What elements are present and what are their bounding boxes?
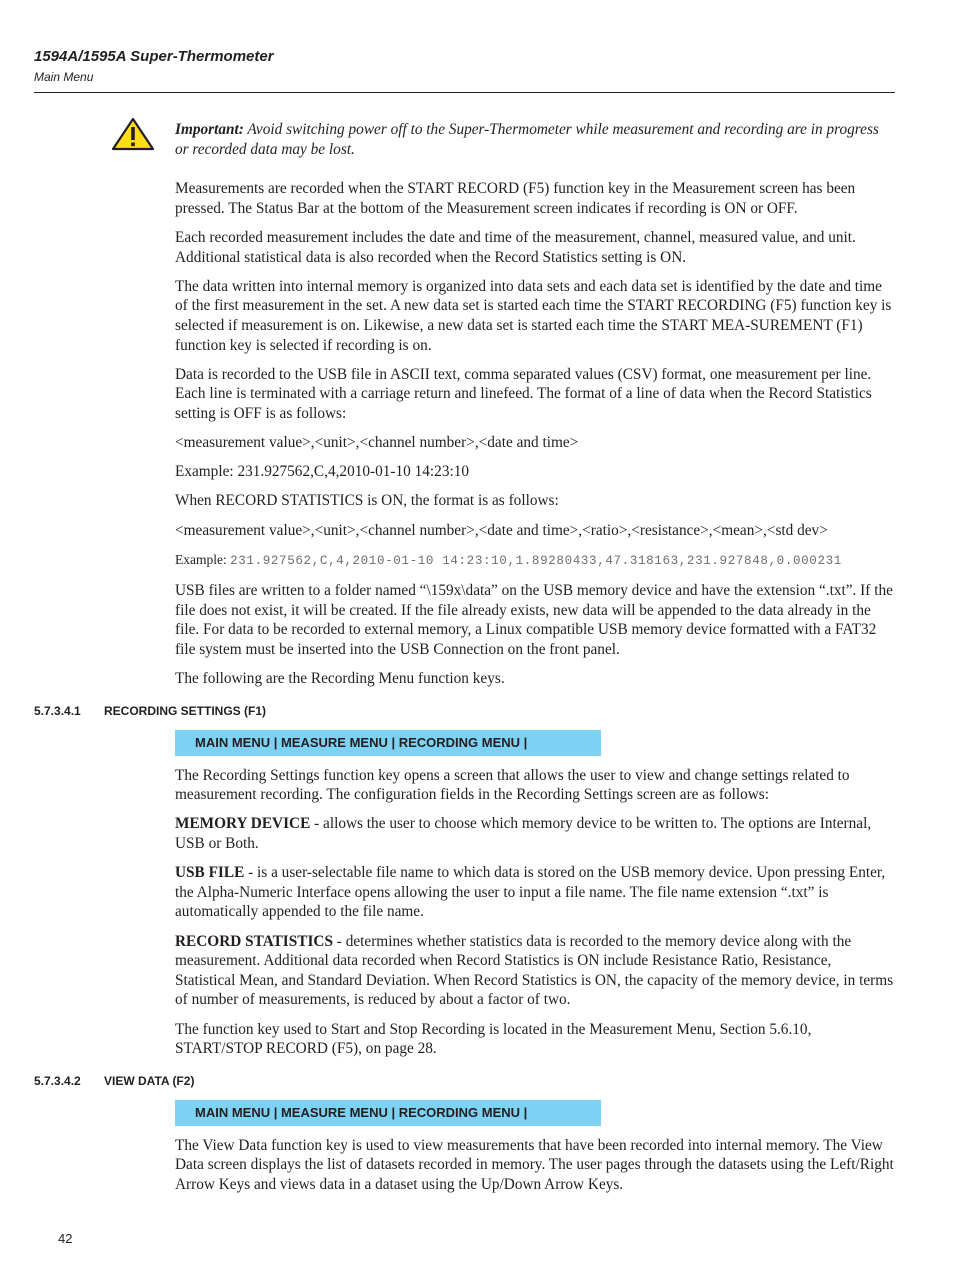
field-usb-file xyxy=(175,863,895,922)
field-description: - allows the user to choose which memory device to be written to. The options are Internal, USB or Both. xyxy=(175,815,872,852)
warning-triangle-icon xyxy=(111,117,155,151)
example-label: Example: xyxy=(175,551,231,567)
paragraph-function-keys: The following are the Recording Menu function keys. xyxy=(175,670,505,687)
section-heading-view-data xyxy=(34,1073,754,1089)
page-body xyxy=(34,120,895,1204)
paragraph-csv-format: Data is recorded to the USB file in ASCII text, comma separated values (CSV) format, one measurement per line. Each line is terminated with a carriage return and linefeed. The format of a line of data when the Record Statistics setting is OFF is as follows: xyxy=(175,365,872,422)
important-note xyxy=(175,120,895,159)
paragraph-data-sets: The data written into internal memory is organized into data sets and each data set is identified by the date and time of the first measurement in the set. A new data set is started each time the START RECORDING (F5) function key is selected if measurement is on. Likewise, a new data set is started each time the START MEA-SUREMENT (F1) function key is selected if recording is on. xyxy=(175,277,892,354)
paragraph-recording-start: Measurements are recorded when the START RECORD (F5) function key in the Measurement screen has been pressed. The Status Bar at the bottom of the Measurement screen indicates if recording is ON or OFF. xyxy=(175,180,856,217)
format-statistics-off: <measurement value>,<unit>,<channel number>,<date and time> xyxy=(175,434,579,452)
example-statistics-off: Example: 231.927562,C,4,2010-01-10 14:23:10 xyxy=(175,463,470,481)
header-rule xyxy=(34,92,895,93)
field-term: RECORD STATISTICS xyxy=(175,932,333,950)
document-section: Main Menu xyxy=(34,70,94,84)
menu-path-bar: MAIN MENU | MEASURE MENU | RECORDING MENU | xyxy=(175,1100,601,1126)
paragraph-start-stop-recording: The function key used to Start and Stop Recording is located in the Measurement Menu, Section 5.6.10, START/STOP RECORD (F5), on page 28. xyxy=(175,1020,812,1058)
section-heading-recording-settings xyxy=(34,703,754,719)
important-text: Avoid switching power off to the Super-Thermometer while measurement and recording are in progress or recorded data may be lost. xyxy=(175,121,879,158)
section-number: 5.7.3.4.1 xyxy=(34,703,81,718)
example-statistics-on xyxy=(175,550,895,572)
document-title: 1594A/1595A Super-Thermometer xyxy=(34,48,274,65)
field-term: MEMORY DEVICE xyxy=(175,815,311,833)
paragraph-statistics-on: When RECORD STATISTICS is ON, the format is as follows: xyxy=(175,492,559,510)
section-title: RECORDING SETTINGS (F1) xyxy=(104,703,267,718)
field-record-statistics xyxy=(175,932,895,1010)
field-description: - determines whether statistics data is recorded to the memory device along with the measurement. Additional data recorded when Record Statistics is ON include Resistance Ratio, Resistance, Statistical Mean, and Standard Deviation. When Record Statistics is ON, the capacity of the memory device, in terms of number of measurements, is reduced by about a factor of two. xyxy=(175,932,894,1009)
example-value: 231.927562,C,4,2010-01-10 14:23:10,1.89280433,47.318163,231.927848,0.000231 xyxy=(230,553,842,568)
section-title: VIEW DATA (F2) xyxy=(104,1073,195,1088)
field-description: - is a user-selectable file name to which data is stored on the USB memory device. Upon pressing Enter, the Alpha-Numeric Interface opens allowing the user to input a file name. The file name extension “.txt” is automatically appended to the file name. xyxy=(175,864,886,921)
menu-path-bar: MAIN MENU | MEASURE MENU | RECORDING MENU | xyxy=(175,730,601,756)
paragraph-usb-files: USB files are written to a folder named “\159x\data” on the USB memory device and have the extension “.txt”. If the file does not exist, it will be created. If the file already exists, new data will be appended to the data already in the file. For data to be recorded to external memory, a Linux compatible USB memory device formatted with a FAT32 file system must be inserted into the USB Connection on the front panel. xyxy=(175,582,893,658)
field-memory-device xyxy=(175,814,895,853)
format-statistics-on: <measurement value>,<unit>,<channel number>,<date and time>,<ratio>,<resistance>,<mean>,<std dev> xyxy=(175,521,828,539)
paragraph-recorded-fields: Each recorded measurement includes the date and time of the measurement, channel, measured value, and unit. Additional statistical data is also recorded when the Record Statistics setting is ON. xyxy=(175,228,856,266)
paragraph-view-data: The View Data function key is used to view measurements that have been recorded into internal memory. The View Data screen displays the list of datasets recorded in memory. The user pages through the datasets using the Left/Right Arrow Keys and views data in a dataset using the Up/Down Arrow Keys. xyxy=(175,1136,894,1193)
field-term: USB FILE xyxy=(175,864,245,882)
paragraph-recording-settings: The Recording Settings function key opens a screen that allows the user to view and change settings related to measurement recording. The configuration fields in the Recording Settings screen are as follows: xyxy=(175,766,850,804)
page-number: 42 xyxy=(58,1231,73,1246)
section-number: 5.7.3.4.2 xyxy=(34,1073,81,1088)
important-label: Important: xyxy=(175,121,244,138)
